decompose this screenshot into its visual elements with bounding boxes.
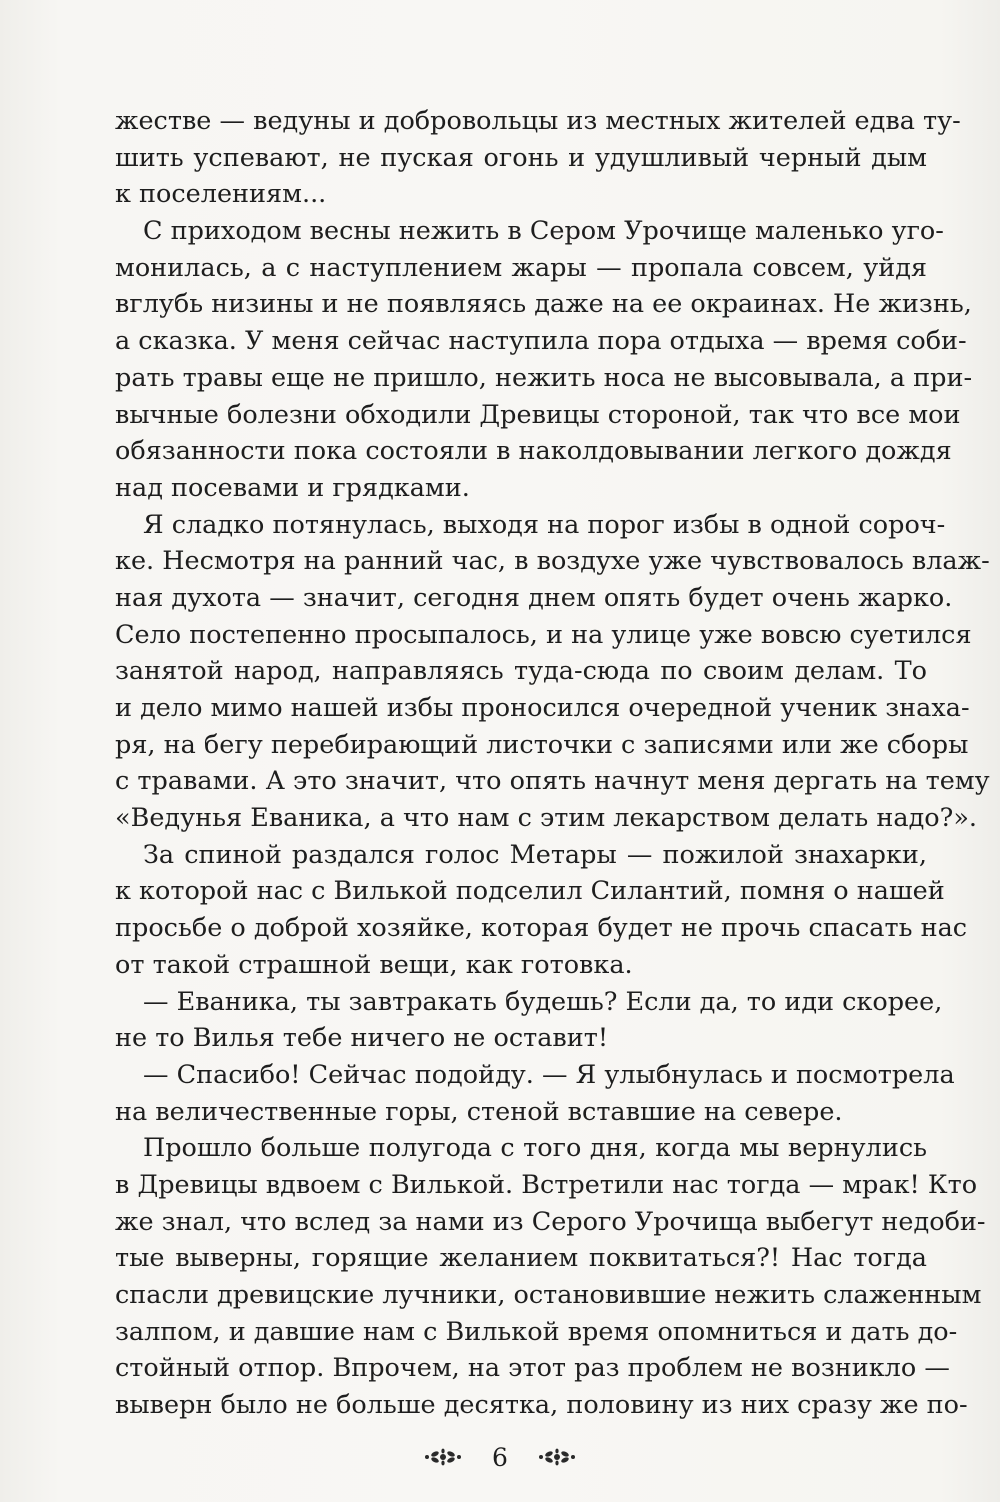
text-line: За спиной раздался голос Метары — пожилой знахарки,: [143, 839, 927, 870]
text-line: стойный отпор. Впрочем, на этот раз проблем не возникло —: [115, 1353, 950, 1384]
text-line: к поселениям...: [115, 179, 327, 210]
floral-ornament-icon: [536, 1448, 578, 1466]
text-line: к которой нас с Вилькой подселил Силантий, помня о нашей: [115, 876, 945, 907]
text-line: занятой народ, направляясь туда-сюда по своим делам. То: [115, 656, 927, 687]
text-line: а сказка. У меня сейчас наступила пора отдыха — время соби-: [115, 326, 967, 357]
text-line: С приходом весны нежить в Сером Урочище маленько уго-: [143, 216, 944, 247]
text-line: залпом, и давшие нам с Вилькой время опомниться и дать до-: [115, 1316, 958, 1347]
text-line: просьбе о доброй хозяйке, которая будет не прочь спасать нас: [115, 913, 968, 944]
text-line: — Спасибо! Сейчас подойду. — Я улыбнулась и посмотрела: [143, 1059, 955, 1090]
text-line: вычные болезни обходили Древицы стороной, так что все мои: [115, 399, 961, 430]
text-line: на величественные горы, стеной вставшие на севере.: [115, 1096, 843, 1127]
text-line: от такой страшной вещи, как готовка.: [115, 949, 633, 980]
text-line: ке. Несмотря на ранний час, в воздухе уже чувствовалось влаж-: [115, 546, 990, 577]
text-line: шить успевают, не пуская огонь и удушливый черный дым: [115, 142, 927, 173]
text-line: Я сладко потянулась, выходя на порог избы в одной сороч-: [143, 509, 946, 540]
text-line: Прошло больше полугода с того дня, когда мы вернулись: [143, 1133, 927, 1164]
text-line: ря, на бегу перебирающий листочки с записями или же сборы: [115, 729, 969, 760]
text-line: обязанности пока состояли в наколдовывании легкого дождя: [115, 436, 952, 467]
text-line: с травами. А это значит, что опять начнут меня дергать на тему: [115, 766, 990, 797]
text-line: рать травы еще не пришло, нежить носа не высовывала, а при-: [115, 362, 973, 393]
text-line: — Еваника, ты завтракать будешь? Если да, то иди скорее,: [143, 986, 943, 1017]
text-line: и дело мимо нашей избы проносился очередной ученик знаха-: [115, 693, 970, 723]
text-line: Село постепенно просыпалось, и на улице уже вовсю суетился: [115, 619, 972, 650]
text-line: монилась, а с наступлением жары — пропала совсем, уйдя: [115, 252, 927, 283]
text-line: тые выверны, горящие желанием поквитаться?! Нас тогда: [115, 1243, 927, 1274]
text-line: же знал, что вслед за нами из Серого Урочища выбегут недоби-: [115, 1206, 986, 1237]
page-number: 6: [492, 1442, 508, 1472]
text-line: не то Вилья тебе ничего не оставит!: [115, 1023, 609, 1054]
text-line: выверн было не больше десятка, половину из них сразу же по-: [115, 1390, 968, 1421]
text-line: в Древицы вдвоем с Вилькой. Встретили нас тогда — мрак! Кто: [115, 1169, 978, 1200]
floral-ornament-icon: [422, 1448, 464, 1466]
text-line: «Ведунья Еваника, а что нам с этим лекарством делать надо?».: [115, 803, 978, 834]
text-line: вглубь низины и не появляясь даже на ее окраинах. Не жизнь,: [115, 289, 972, 320]
text-line: ная духота — значит, сегодня днем опять будет очень жарко.: [115, 582, 953, 613]
text-line: жестве — ведуны и добровольцы из местных жителей едва ту-: [115, 106, 961, 136]
page-footer: [0, 1437, 1000, 1477]
text-line: над посевами и грядками.: [115, 472, 470, 503]
page-text: [115, 103, 990, 1424]
text-line: спасли древицские лучники, остановившие нежить слаженным: [115, 1280, 982, 1310]
